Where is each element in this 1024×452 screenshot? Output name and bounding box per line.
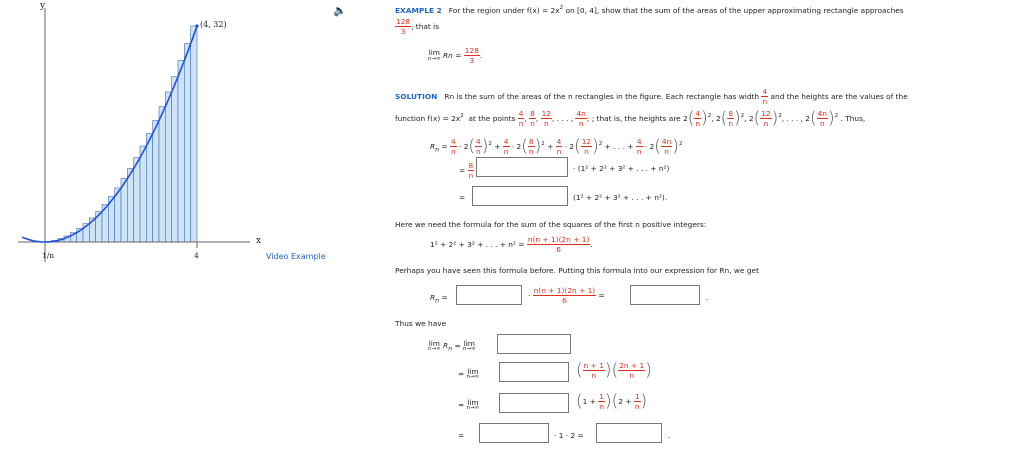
final-mid-text: · 1 · 2 = [554,431,584,440]
point-8-n: $\frac{8}{n}$ [530,109,535,129]
thus-text: Thus we have [395,319,447,328]
limit-statement: lim n→∞ Rn = $\frac{128}{3}$ . [428,46,483,66]
example-text: For the region under f(x) = 2x [448,6,560,15]
rectangle [159,107,165,242]
that-is-text: , that is [411,21,440,31]
fraction-128-3: $\frac{128}{3}$ [396,17,411,37]
solution-text-5: ; that is, the heights are [591,113,681,123]
answer-box-3[interactable] [456,285,522,305]
rn-expansion: $R_n$ = $\frac{4}{n}$ · 2( $\frac{4}{n}$ )$^2$ + $\frac{4}{n}$ · 2( $\frac{8}{n}$ )$^2$ + $\frac{4}{n}$ · 2( $\frac{12}{n}$ )$^2$ + . . . + $\frac{4}{n}$ · 2( $\frac{4n}{n}$ )$^2$ [430,136,683,157]
fraction-128-3-b: $\frac{128}{3}$ [464,46,479,66]
answer-box-5[interactable] [497,334,571,354]
example-interval: on [0, 4], show that the sum of the areas of the upper approximating rectangle approaches [563,6,904,15]
limit-operator: lim n→∞ [428,48,441,62]
y-axis-label: y [40,1,46,11]
answer-box-4[interactable] [630,285,700,305]
speaker-icon[interactable]: 🔈 [333,4,347,17]
r-n-symbol: Rn [443,50,453,60]
solution-text-1: Rn is the sum of the areas of the n rectangles in the figure. Each rectangle has width [444,91,760,101]
rectangle [134,158,140,242]
video-example-link[interactable]: Video Example [266,252,326,261]
perhaps-text: Perhaps you have seen this formula before. Putting this formula into our expression for Rn, we get [395,266,759,275]
solution-line-1 [395,88,908,106]
solution-text-2: and the heights are the values of the [770,91,908,101]
limit-step-2: = lim n→∞ [458,367,480,381]
rectangle [184,44,190,242]
solution-text-3: function f(x) = 2x [395,113,461,123]
answer-box-8[interactable] [479,423,549,443]
rectangle [146,134,152,242]
answer-box-7[interactable] [499,393,569,413]
example-line-2 [395,18,439,36]
solution-label: SOLUTION [395,91,438,101]
example-intro [395,7,904,14]
formula-intro: Here we need the formula for the sum of the squares of the first n positive integers: [395,220,707,229]
sum-squares-formula: 1² + 2² + 3² + . . . + n² = $\frac{n(n + 1)(2n + 1)}{6}$ . [430,235,593,255]
limit-step-1: lim n→∞ $R_n = \lim$ n→∞ [428,339,476,353]
formula-fraction: $\frac{n(n + 1)(2n + 1)}{6}$ [527,235,590,255]
answer-box-1[interactable] [476,157,568,177]
approximating-rectangles [45,26,197,242]
limit-step-3: = lim n→∞ [458,398,480,412]
rectangle [127,169,133,243]
rectangle [172,77,178,242]
point-4-n: $\frac{4}{n}$ [518,109,524,129]
point-4-32 [195,24,198,27]
solution-text-4: at the points [468,113,516,123]
width-fraction: $\frac{4}{n}$ [762,87,768,107]
limit-step-3-parens: (1 + $\frac{1}{n}$ )(2 + $\frac{1}{n}$ ) [576,391,648,412]
solution-line-2: function $f(x) = 2x^2$ at the points $\frac{4}{n}$ , $\frac{8}{n}$ , $\frac{12}{n}$ , . . . , $\frac{4n}{n}$ ; ; that is, the heights are 2( $\frac{4}{n}$ )$^2$, 2( $\frac{8}{n}$ )$^2$, 2( $\frac{12}{n}$ )$^2$, . . . , 2( $\frac{4n}{n}$ )$^2$ . Thus, [395,108,866,129]
answer-box-2[interactable] [472,186,568,206]
tick-4: 4 [194,251,199,260]
x-axis-label: x [256,236,262,246]
sum-squares-dot-text: (1² + 2² + 3² + . . . + n²). [573,193,668,202]
answer-box-6[interactable] [499,362,569,382]
point-12-n: $\frac{12}{n}$ [541,109,551,129]
example-label: EXAMPLE 2 [395,6,442,15]
final-equals: = [458,431,465,440]
rn-step-2: = $\frac{8}{n}$ [459,161,474,181]
riemann-sum-graph [0,0,345,270]
rectangle [140,146,146,242]
rectangle [165,92,171,242]
point-label: (4, 32) [200,20,227,29]
solution-text-6: . Thus, [840,113,866,123]
answer-box-9[interactable] [596,423,662,443]
sum-squares-text: · (1² + 2² + 3² + . . . + n²) [573,164,670,173]
rectangle [121,179,127,242]
rn-label: $R_n$ = [430,293,448,305]
exponent: 2 [559,5,564,11]
rectangle [178,61,184,243]
rectangle [153,121,159,243]
limit-step-2-fractions: ( $\frac{n + 1}{n}$ )( $\frac{2n + 1}{n}$ ) [576,360,652,381]
tick-1-over-n: 1/n [42,251,55,260]
rectangle [191,26,197,242]
point-4n-n: $\frac{4n}{n}$ [576,109,586,129]
formula-fraction-2: · $\frac{n(n + 1)(2n + 1)}{6}$ = [528,286,605,306]
equals-sign: = [459,193,466,202]
